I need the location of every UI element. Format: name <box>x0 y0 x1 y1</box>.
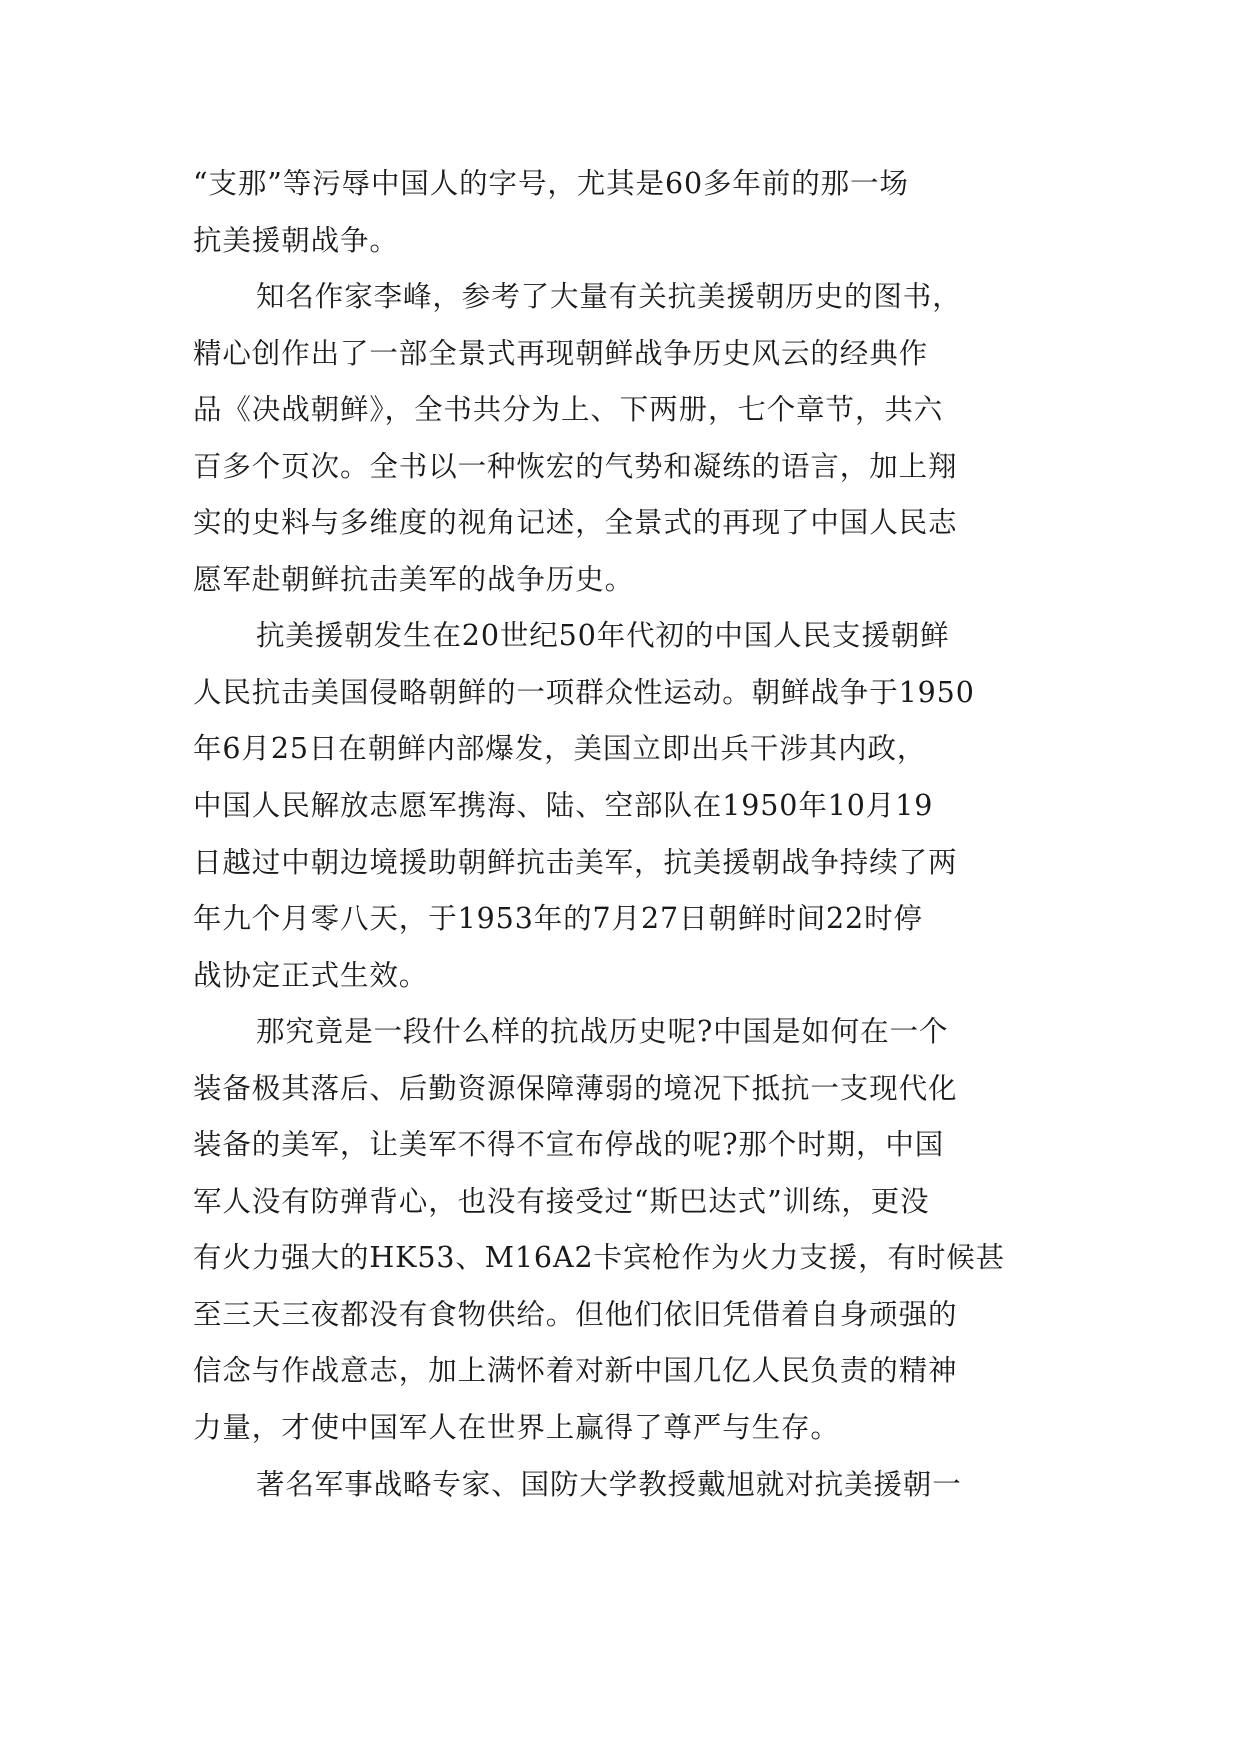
text-line: 年6月25日在朝鲜内部爆发，美国立即出兵干涉其内政， <box>193 732 927 766</box>
text-line: 有火力强大的HK53、M16A2卡宾枪作为火力支援，有时候甚 <box>193 1241 1006 1275</box>
text-line: 至三天三夜都没有食物供给。但他们依旧凭借着自身顽强的 <box>193 1297 958 1331</box>
text-line: 精心创作出了一部全景式再现朝鲜战争历史风云的经典作 <box>193 336 929 370</box>
text-line: 装备极其落后、后勤资源保障薄弱的境况下抵抗一支现代化 <box>193 1071 958 1105</box>
text-line: 愿军赴朝鲜抗击美军的战争历史。 <box>193 562 635 596</box>
text-line: 年九个月零八天，于1953年的7月27日朝鲜时间22时停 <box>193 902 923 936</box>
text-line: 信念与作战意志，加上满怀着对新中国几亿人民负责的精神 <box>193 1354 958 1388</box>
text-line: 品《决战朝鲜》，全书共分为上、下两册，七个章节，共六 <box>193 393 944 427</box>
text-line: 力量，才使中国军人在世界上赢得了尊严与生存。 <box>193 1411 840 1445</box>
paragraph-first-line: 抗美援朝发生在20世纪50年代初的中国人民支援朝鲜 <box>256 619 950 653</box>
paragraph-first-line: 知名作家李峰，参考了大量有关抗美援朝历史的图书， <box>256 280 962 314</box>
text-line: 中国人民解放志愿军携海、陆、空部队在1950年10月19 <box>193 789 934 823</box>
text-line: 人民抗击美国侵略朝鲜的一项群众性运动。朝鲜战争于1950 <box>193 675 975 709</box>
text-line: 抗美援朝战争。 <box>193 223 399 257</box>
text-line: 日越过中朝边境援助朝鲜抗击美军，抗美援朝战争持续了两 <box>193 845 958 879</box>
text-line: 战协定正式生效。 <box>193 958 429 992</box>
text-line: “支那”等污辱中国人的字号，尤其是60多年前的那一场 <box>193 167 909 200</box>
paragraph-first-line: 著名军事战略专家、国防大学教授戴旭就对抗美援朝一 <box>256 1467 962 1501</box>
text-line: 军人没有防弹背心，也没有接受过“斯巴达式”训练，更没 <box>193 1184 930 1218</box>
text-line: 百多个页次。全书以一种恢宏的气势和凝练的语言，加上翔 <box>193 449 958 483</box>
body-text <box>193 156 1083 1513</box>
text-line: 实的史料与多维度的视角记述，全景式的再现了中国人民志 <box>193 506 958 540</box>
paragraph-first-line: 那究竟是一段什么样的抗战历史呢?中国是如何在一个 <box>256 1015 949 1049</box>
text-line: 装备的美军，让美军不得不宣布停战的呢?那个时期，中国 <box>193 1128 945 1162</box>
